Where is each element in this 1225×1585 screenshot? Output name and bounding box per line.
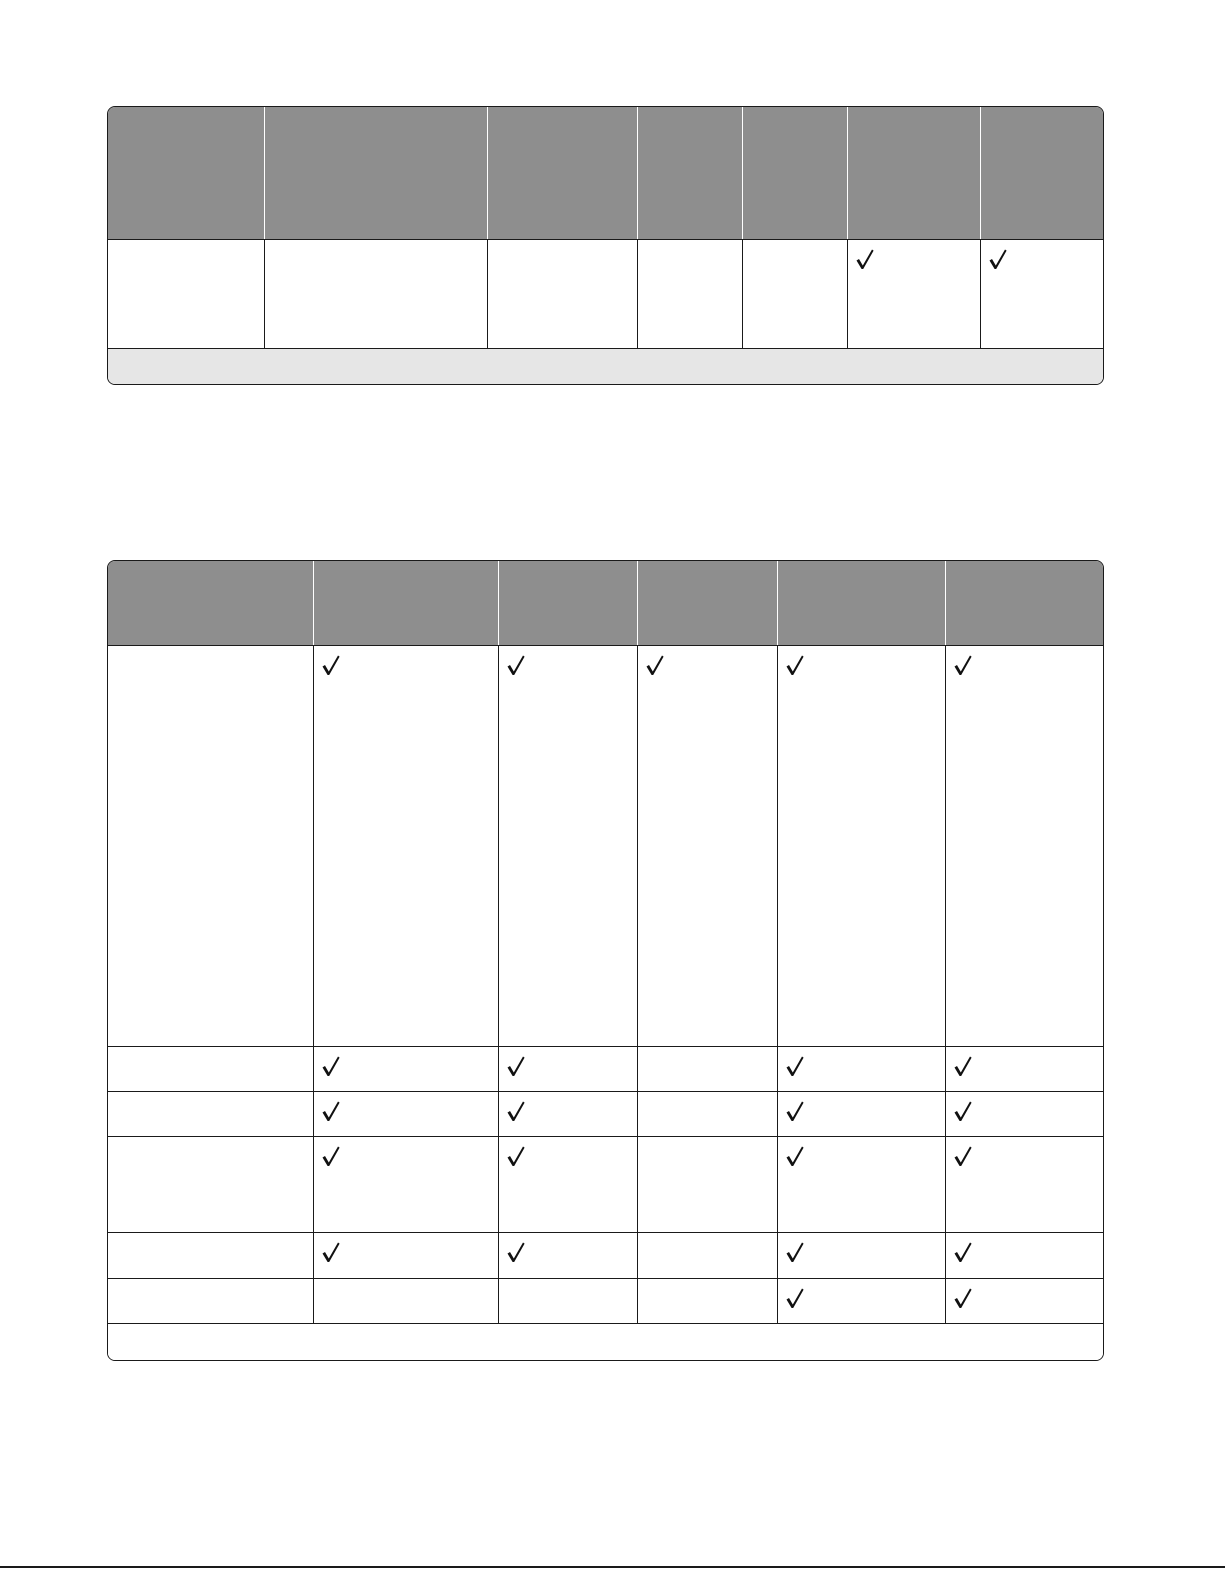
table-cell bbox=[777, 646, 945, 1046]
table-cell bbox=[637, 240, 742, 348]
table-cell bbox=[637, 1092, 777, 1136]
table-cell bbox=[313, 1233, 498, 1278]
checkmark-icon bbox=[645, 654, 665, 676]
table-cell bbox=[487, 240, 637, 348]
row-label bbox=[108, 240, 264, 348]
table-cell bbox=[777, 1233, 945, 1278]
table-cell bbox=[945, 1092, 1103, 1136]
checkmark-icon bbox=[321, 1100, 341, 1122]
table-cell bbox=[742, 240, 847, 348]
checkmark-icon bbox=[855, 248, 875, 270]
media-support-table-1 bbox=[107, 106, 1104, 385]
table-cell bbox=[498, 1092, 637, 1136]
table-cell bbox=[313, 646, 498, 1046]
header-cell-4 bbox=[637, 107, 742, 239]
header-cell-4 bbox=[637, 561, 777, 645]
row-label bbox=[108, 1233, 313, 1278]
header-cell-1 bbox=[108, 107, 264, 239]
checkmark-icon bbox=[953, 1287, 973, 1309]
checkmark-icon bbox=[506, 1100, 526, 1122]
checkmark-icon bbox=[321, 654, 341, 676]
table-row bbox=[108, 1091, 1103, 1136]
table-cell bbox=[313, 1092, 498, 1136]
table-cell bbox=[498, 1137, 637, 1232]
header-cell-6 bbox=[847, 107, 980, 239]
header-cell-5 bbox=[742, 107, 847, 239]
table-cell bbox=[264, 240, 487, 348]
header-cell-6 bbox=[945, 561, 1103, 645]
table-header-row bbox=[108, 107, 1103, 239]
checkmark-icon bbox=[785, 1287, 805, 1309]
header-cell-3 bbox=[498, 561, 637, 645]
checkmark-icon bbox=[988, 248, 1008, 270]
table-cell bbox=[847, 240, 980, 348]
row-label bbox=[108, 1137, 313, 1232]
table-cell bbox=[498, 1047, 637, 1091]
table-cell bbox=[498, 1279, 637, 1323]
checkmark-icon bbox=[321, 1055, 341, 1077]
header-cell-3 bbox=[487, 107, 637, 239]
row-label bbox=[108, 646, 313, 1046]
checkmark-icon bbox=[321, 1145, 341, 1167]
table-row bbox=[108, 239, 1103, 348]
checkmark-icon bbox=[321, 1241, 341, 1263]
checkmark-icon bbox=[506, 1055, 526, 1077]
checkmark-icon bbox=[785, 1241, 805, 1263]
table-cell bbox=[313, 1279, 498, 1323]
checkmark-icon bbox=[953, 1055, 973, 1077]
checkmark-icon bbox=[506, 1241, 526, 1263]
table-row bbox=[108, 1136, 1103, 1232]
table-cell bbox=[777, 1279, 945, 1323]
table-cell bbox=[637, 1137, 777, 1232]
checkmark-icon bbox=[785, 654, 805, 676]
table-cell bbox=[945, 1279, 1103, 1323]
table-cell bbox=[637, 1279, 777, 1323]
table-row bbox=[108, 1278, 1103, 1323]
checkmark-icon bbox=[953, 1100, 973, 1122]
table-row bbox=[108, 1232, 1103, 1278]
header-cell-5 bbox=[777, 561, 945, 645]
checkmark-icon bbox=[953, 1145, 973, 1167]
media-support-table-2 bbox=[107, 560, 1104, 1361]
table-cell bbox=[945, 1137, 1103, 1232]
checkmark-icon bbox=[953, 654, 973, 676]
checkmark-icon bbox=[953, 1241, 973, 1263]
table-cell bbox=[637, 1233, 777, 1278]
table-cell bbox=[777, 1047, 945, 1091]
table-cell bbox=[777, 1092, 945, 1136]
header-cell-7 bbox=[980, 107, 1103, 239]
table-cell bbox=[945, 646, 1103, 1046]
table-row bbox=[108, 1046, 1103, 1091]
table-cell bbox=[313, 1137, 498, 1232]
header-cell-2 bbox=[264, 107, 487, 239]
page-bottom-rule bbox=[0, 1566, 1225, 1568]
table-cell bbox=[777, 1137, 945, 1232]
checkmark-icon bbox=[785, 1100, 805, 1122]
table-cell bbox=[945, 1233, 1103, 1278]
checkmark-icon bbox=[785, 1055, 805, 1077]
table-header-row bbox=[108, 561, 1103, 645]
table-cell bbox=[945, 1047, 1103, 1091]
table-cell bbox=[498, 1233, 637, 1278]
table-cell bbox=[980, 240, 1103, 348]
checkmark-icon bbox=[506, 654, 526, 676]
table-cell bbox=[313, 1047, 498, 1091]
header-cell-1 bbox=[108, 561, 313, 645]
checkmark-icon bbox=[506, 1145, 526, 1167]
table-footnote bbox=[108, 1323, 1103, 1360]
table-cell bbox=[637, 646, 777, 1046]
row-label bbox=[108, 1092, 313, 1136]
table-row bbox=[108, 645, 1103, 1046]
checkmark-icon bbox=[785, 1145, 805, 1167]
row-label bbox=[108, 1279, 313, 1323]
row-label bbox=[108, 1047, 313, 1091]
header-cell-2 bbox=[313, 561, 498, 645]
table-footnote bbox=[108, 348, 1103, 384]
table-cell bbox=[498, 646, 637, 1046]
table-cell bbox=[637, 1047, 777, 1091]
